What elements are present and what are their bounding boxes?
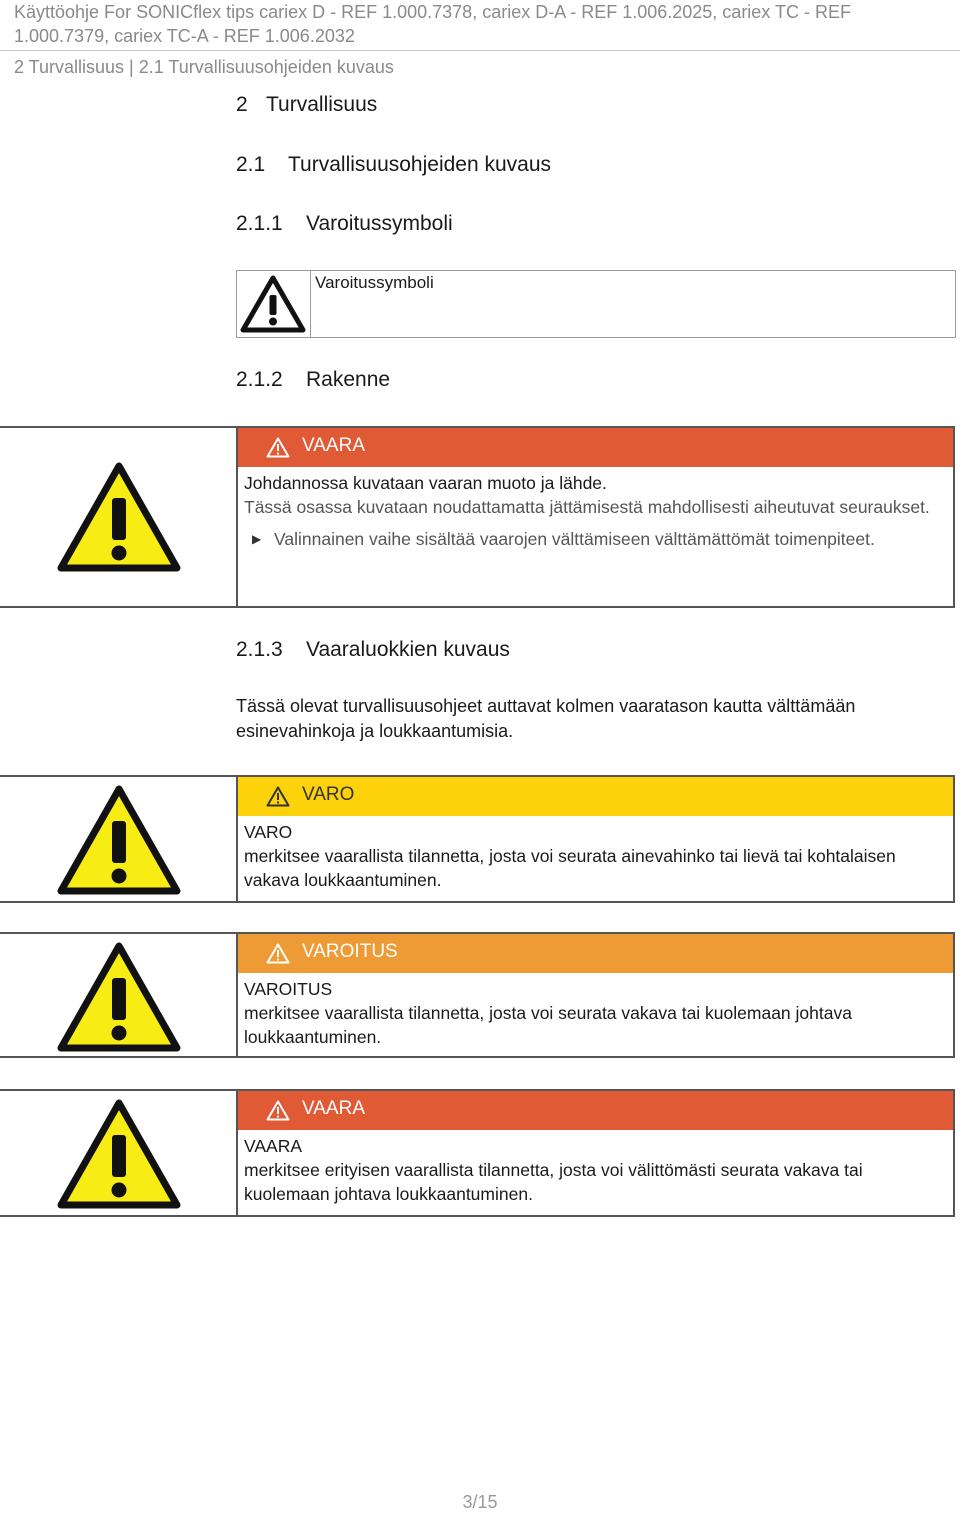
heading-2-1-3 xyxy=(236,638,510,662)
symbol-cell xyxy=(237,271,311,337)
step-text: Valinnainen vaihe sisältää vaarojen välttämiseen välttämättömät toimenpiteet. xyxy=(274,529,875,549)
level-text xyxy=(238,1130,953,1206)
structure-content xyxy=(236,428,953,606)
arrow-right-icon: ▶ xyxy=(252,532,262,546)
section-number: 2.1 xyxy=(236,153,266,176)
document-title-line-1: Käyttöohje For SONICflex tips cariex D - REF 1.000.7378, cariex D-A - REF 1.006.2025, cariex TC - REF xyxy=(14,2,851,22)
hazard-level-varoitus xyxy=(0,932,955,1058)
section-title: Rakenne xyxy=(306,368,391,391)
page-number: 3/15 xyxy=(462,1492,498,1512)
section-number: 2.1.2 xyxy=(236,368,283,391)
level-content xyxy=(236,777,953,901)
warning-triangle-icon xyxy=(56,785,182,895)
document-title-line-2: 1.000.7379, cariex TC-A - REF 1.006.2032 xyxy=(14,26,355,46)
level-heading: VAARA xyxy=(244,1136,303,1156)
heading-2-1 xyxy=(236,153,551,177)
section-number: 2 xyxy=(236,93,248,116)
hazard-level-varo xyxy=(0,775,955,903)
signal-band-varo xyxy=(238,777,953,816)
signal-word: VAROITUS xyxy=(302,941,398,962)
level-content xyxy=(236,934,953,1056)
warning-triangle-icon xyxy=(266,786,290,807)
symbol-label: Varoitussymboli xyxy=(315,273,434,292)
signal-band-varoitus xyxy=(238,934,953,973)
signal-word: VAARA xyxy=(302,435,366,456)
warning-triangle-icon xyxy=(56,942,182,1052)
signal-word: VARO xyxy=(302,784,355,805)
hazard-source-text: Johdannossa kuvataan vaaran muoto ja lähde. xyxy=(244,473,607,493)
section-title: Vaaraluokkien kuvaus xyxy=(306,638,510,661)
heading-2 xyxy=(236,93,377,117)
signal-band-vaara xyxy=(238,428,953,467)
warning-symbol-table xyxy=(236,270,956,338)
consequence-text: Tässä osassa kuvataan noudattamatta jättämisestä mahdollisesti aiheutuvat seuraukset. xyxy=(244,497,930,517)
intro-paragraph: Tässä olevat turvallisuusohjeet auttavat kolmen vaaratason kautta välttämään esinevahinkoja ja loukkaantumisia. xyxy=(236,696,856,741)
heading-2-1-2 xyxy=(236,368,390,392)
warning-triangle-icon xyxy=(266,437,290,458)
warning-triangle-icon xyxy=(56,462,182,572)
section-title: Turvallisuus xyxy=(266,93,378,116)
breadcrumb: 2 Turvallisuus | 2.1 Turvallisuusohjeiden kuvaus xyxy=(14,57,394,77)
section-number: 2.1.3 xyxy=(236,638,283,661)
section-number: 2.1.1 xyxy=(236,212,283,235)
header-divider xyxy=(0,50,960,51)
structure-text xyxy=(238,467,953,551)
hazard-level-vaara xyxy=(0,1089,955,1217)
level-text xyxy=(238,973,953,1049)
heading-2-1-1 xyxy=(236,212,453,236)
level-text xyxy=(238,816,953,892)
level-description: merkitsee erityisen vaarallista tilannetta, josta voi välittömästi seurata vakava tai kuolemaan johtava loukkaantuminen. xyxy=(244,1160,863,1204)
section-title: Varoitussymboli xyxy=(306,212,453,235)
document-header xyxy=(14,0,944,48)
level-heading: VAROITUS xyxy=(244,979,333,999)
warning-triangle-icon xyxy=(266,1100,290,1121)
signal-band-vaara xyxy=(238,1091,953,1130)
level-description: merkitsee vaarallista tilannetta, josta voi seurata ainevahinko tai lievä tai kohtalaisen vakava loukkaantuminen. xyxy=(244,846,896,890)
warning-triangle-icon xyxy=(240,275,306,333)
level-content xyxy=(236,1091,953,1215)
section-title: Turvallisuusohjeiden kuvaus xyxy=(288,153,552,176)
step-item xyxy=(244,527,947,551)
level-heading: VARO xyxy=(244,822,293,842)
warning-triangle-icon xyxy=(56,1099,182,1209)
structure-example-box xyxy=(0,426,955,608)
signal-word: VAARA xyxy=(302,1098,366,1119)
warning-triangle-icon xyxy=(266,943,290,964)
level-description: merkitsee vaarallista tilannetta, josta voi seurata vakava tai kuolemaan johtava loukkaantuminen. xyxy=(244,1003,852,1047)
